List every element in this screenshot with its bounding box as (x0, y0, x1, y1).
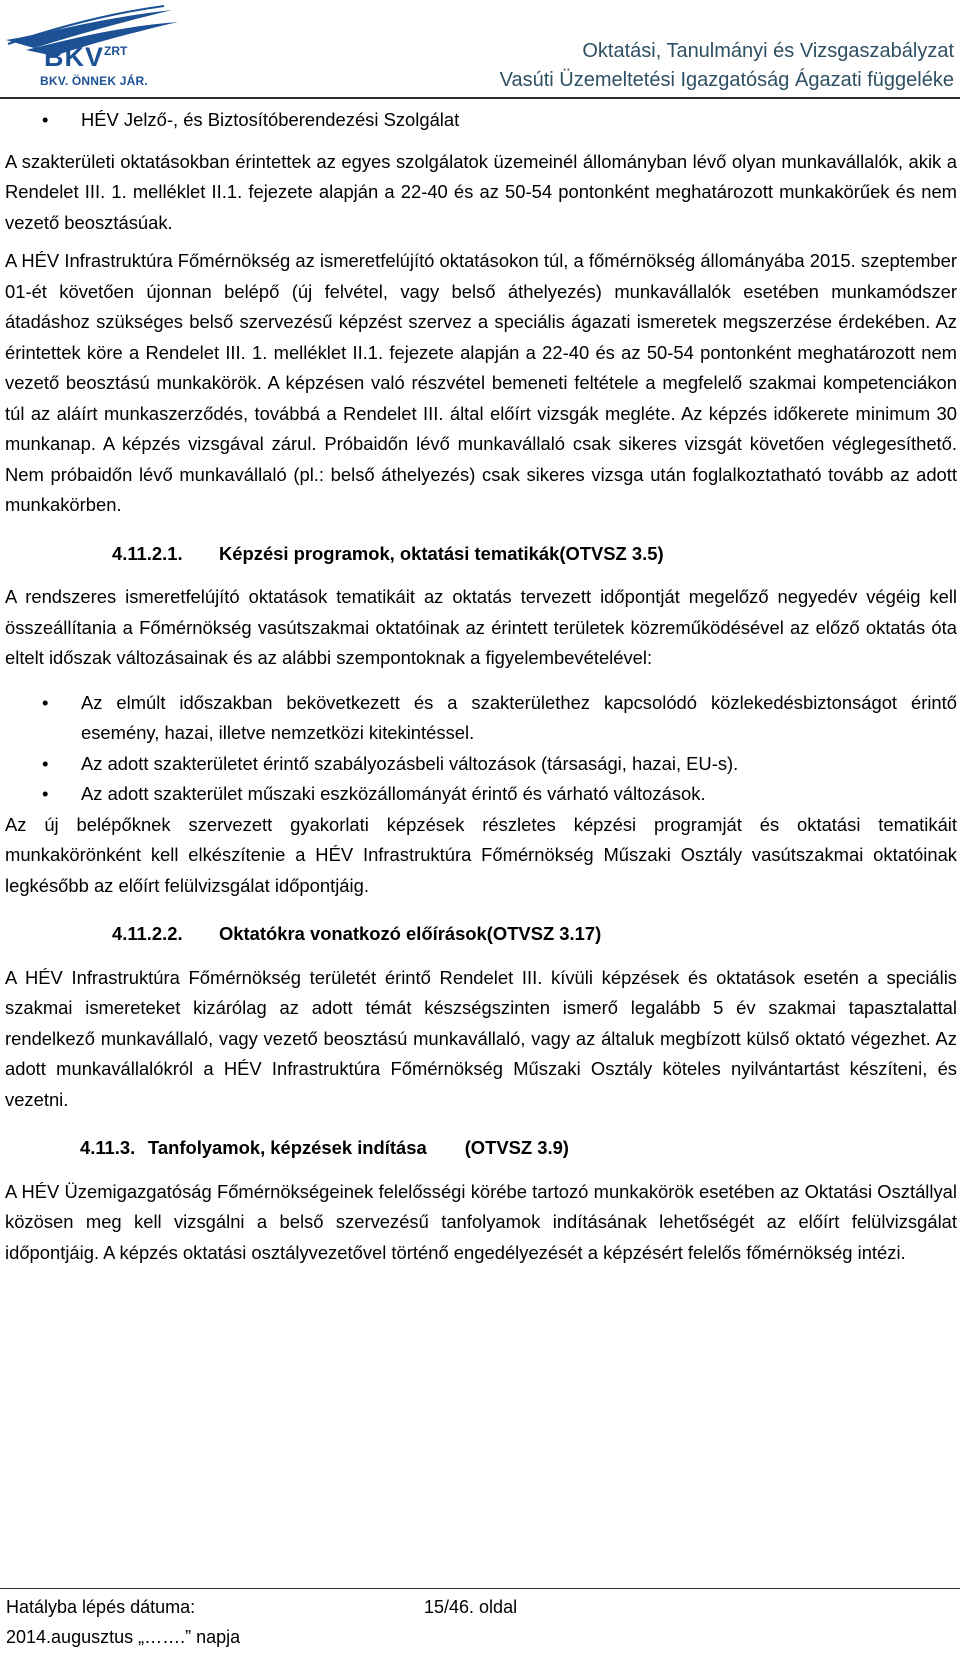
bullet-icon: • (42, 752, 49, 774)
bullet-icon: • (42, 691, 49, 713)
page-header (0, 0, 960, 100)
bullet-icon: • (42, 109, 49, 130)
document-body (5, 105, 957, 1268)
paragraph: Az új belépőknek szervezett gyakorlati képzések részletes képzési programját és oktatási tematikáit munkakörönként kell elkészítenie a HÉV Infrastruktúra Főmérnökség Műszaki Osztály vasútszakmai oktatóinak legkésőbb az előírt felülvizsgálat időpontjáig. (5, 813, 957, 896)
document-title-line1: Oktatási, Tanulmányi és Vizsgaszabályzat (582, 40, 954, 62)
section-heading: 4.11.3. Tanfolyamok, képzések indítása (OTVSZ 3.9) (80, 1137, 569, 1158)
paragraph: A HÉV Infrastruktúra Főmérnökség az ismeretfelújító oktatásokon túl, a főmérnökség állományába 2015. szeptember 01-ét követően újonnan belépő (új felvétel, vagy belső áthelyezés) munkavállalók esetében munkamódszer átadáshoz szükséges belső szervezésű képzést szervez a speciális ágazati ismeretek megszerzése érdekében. Az érintettek köre a Rendelet III. 1. melléklet II.1. fejezete alapján a 22-40 és az 50-54 pontonként meghatározott nem vezető beosztású munkakörök. A képzésen való részvétel bemeneti feltétele a megfelelő szakmai kompetenciákon túl az aláírt munkaszerződés, továbbá a Rendelet III. által előírt vizsgák megléte. Az képzés időkerete minimum 30 munkanap. A képzés vizsgával zárul. Próbaidőn lévő munkavállaló csak sikeres vizsgát követően véglegesíthető. Nem próbaidőn lévő munkavállaló (pl.: belső áthelyezés) csak sikeres vizsga után foglalkoztatható tovább az adott munkakörben. (5, 250, 957, 515)
footer-divider (0, 1588, 960, 1589)
logo-tagline: BKV. ÖNNEK JÁR. (40, 74, 148, 88)
page-number: 15/46. oldal (424, 1597, 518, 1617)
paragraph: A rendszeres ismeretfelújító oktatások tematikáit az oktatás tervezett időpontját megelőző negyedév végéig kell összeállítania a Főmérnökség vasútszakmai oktatóinak az érintett területek közreműködésével az előző oktatás óta eltelt időszak változásainak és az alábbi szempontoknak a figyelembevételével: (5, 586, 957, 668)
paragraph: A HÉV Infrastruktúra Főmérnökség területét érintő Rendelet III. kívüli képzések és oktatások esetén a speciális szakmai ismereteket kizárólag az adott témát készségszinten ismerő legalább 5 év szakmai tapasztalattal rendelkező munkavállaló, vagy vezető beosztású munkavállaló, vagy az általuk megbízott külső oktató végezhet. Az adott munkavállalókról a HÉV Infrastruktúra Főmérnökség Műszaki Osztály köteles nyilvántartást készíteni, és vezetni. (5, 966, 957, 1110)
criteria-list (5, 688, 957, 810)
list-item: • Az adott szakterületet érintő szabályozásbeli változások (társasági, hazai, EU-s). (5, 749, 957, 780)
effective-date: 2014.augusztus „…….” napja (6, 1627, 241, 1647)
bullet-icon: • (42, 783, 49, 804)
document-title (500, 37, 954, 95)
page-footer (6, 1592, 518, 1652)
paragraph: A szakterületi oktatásokban érintettek az egyes szolgálatok üzemeinél állományban lévő olyan munkavállalók, akik a Rendelet III. 1. melléklet II.1. fejezete alapján a 22-40 és az 50-54 pontonként meghatározott munkakörűek és nem vezető beosztásúak. (5, 150, 957, 233)
document-title-line2: Vasúti Üzemeltetési Igazgatóság Ágazati függeléke (499, 69, 954, 91)
header-divider (0, 97, 960, 99)
logo-wordmark: $BKV^{ZRT}$ (44, 42, 128, 72)
section-heading: 4.11.2.1. Képzési programok, oktatási tematikák(OTVSZ 3.5) (112, 542, 664, 564)
list-item: • HÉV Jelző-, és Biztosítóberendezési Szolgálat (5, 105, 957, 136)
effective-date-label: Hatályba lépés dátuma: (6, 1597, 196, 1617)
section-heading: 4.11.2.2. Oktatókra vonatkozó előírások(OTVSZ 3.17) (112, 923, 602, 944)
list-item: • Az elmúlt időszakban bekövetkezett és a szakterülethez kapcsolódó közlekedésbiztonságot érintő esemény, hazai, illetve nemzetközi kitekintéssel. (5, 688, 957, 749)
bkv-logo (4, 4, 182, 90)
paragraph: A HÉV Üzemigazgatóság Főmérnökségeinek felelősségi körébe tartozó munkakörök esetében az Oktatási Osztállyal közösen meg kell vizsgálni a belső szervezésű tanfolyamok indításának lehetőségét az előírt felülvizsgálat időpontjáig. A képzés oktatási osztályvezetővel történő engedélyezését a képzésért felelős főmérnökség intézi. (5, 1180, 957, 1263)
list-item: • Az adott szakterület műszaki eszközállományát érintő és várható változások. (5, 779, 957, 810)
service-list (5, 105, 957, 136)
